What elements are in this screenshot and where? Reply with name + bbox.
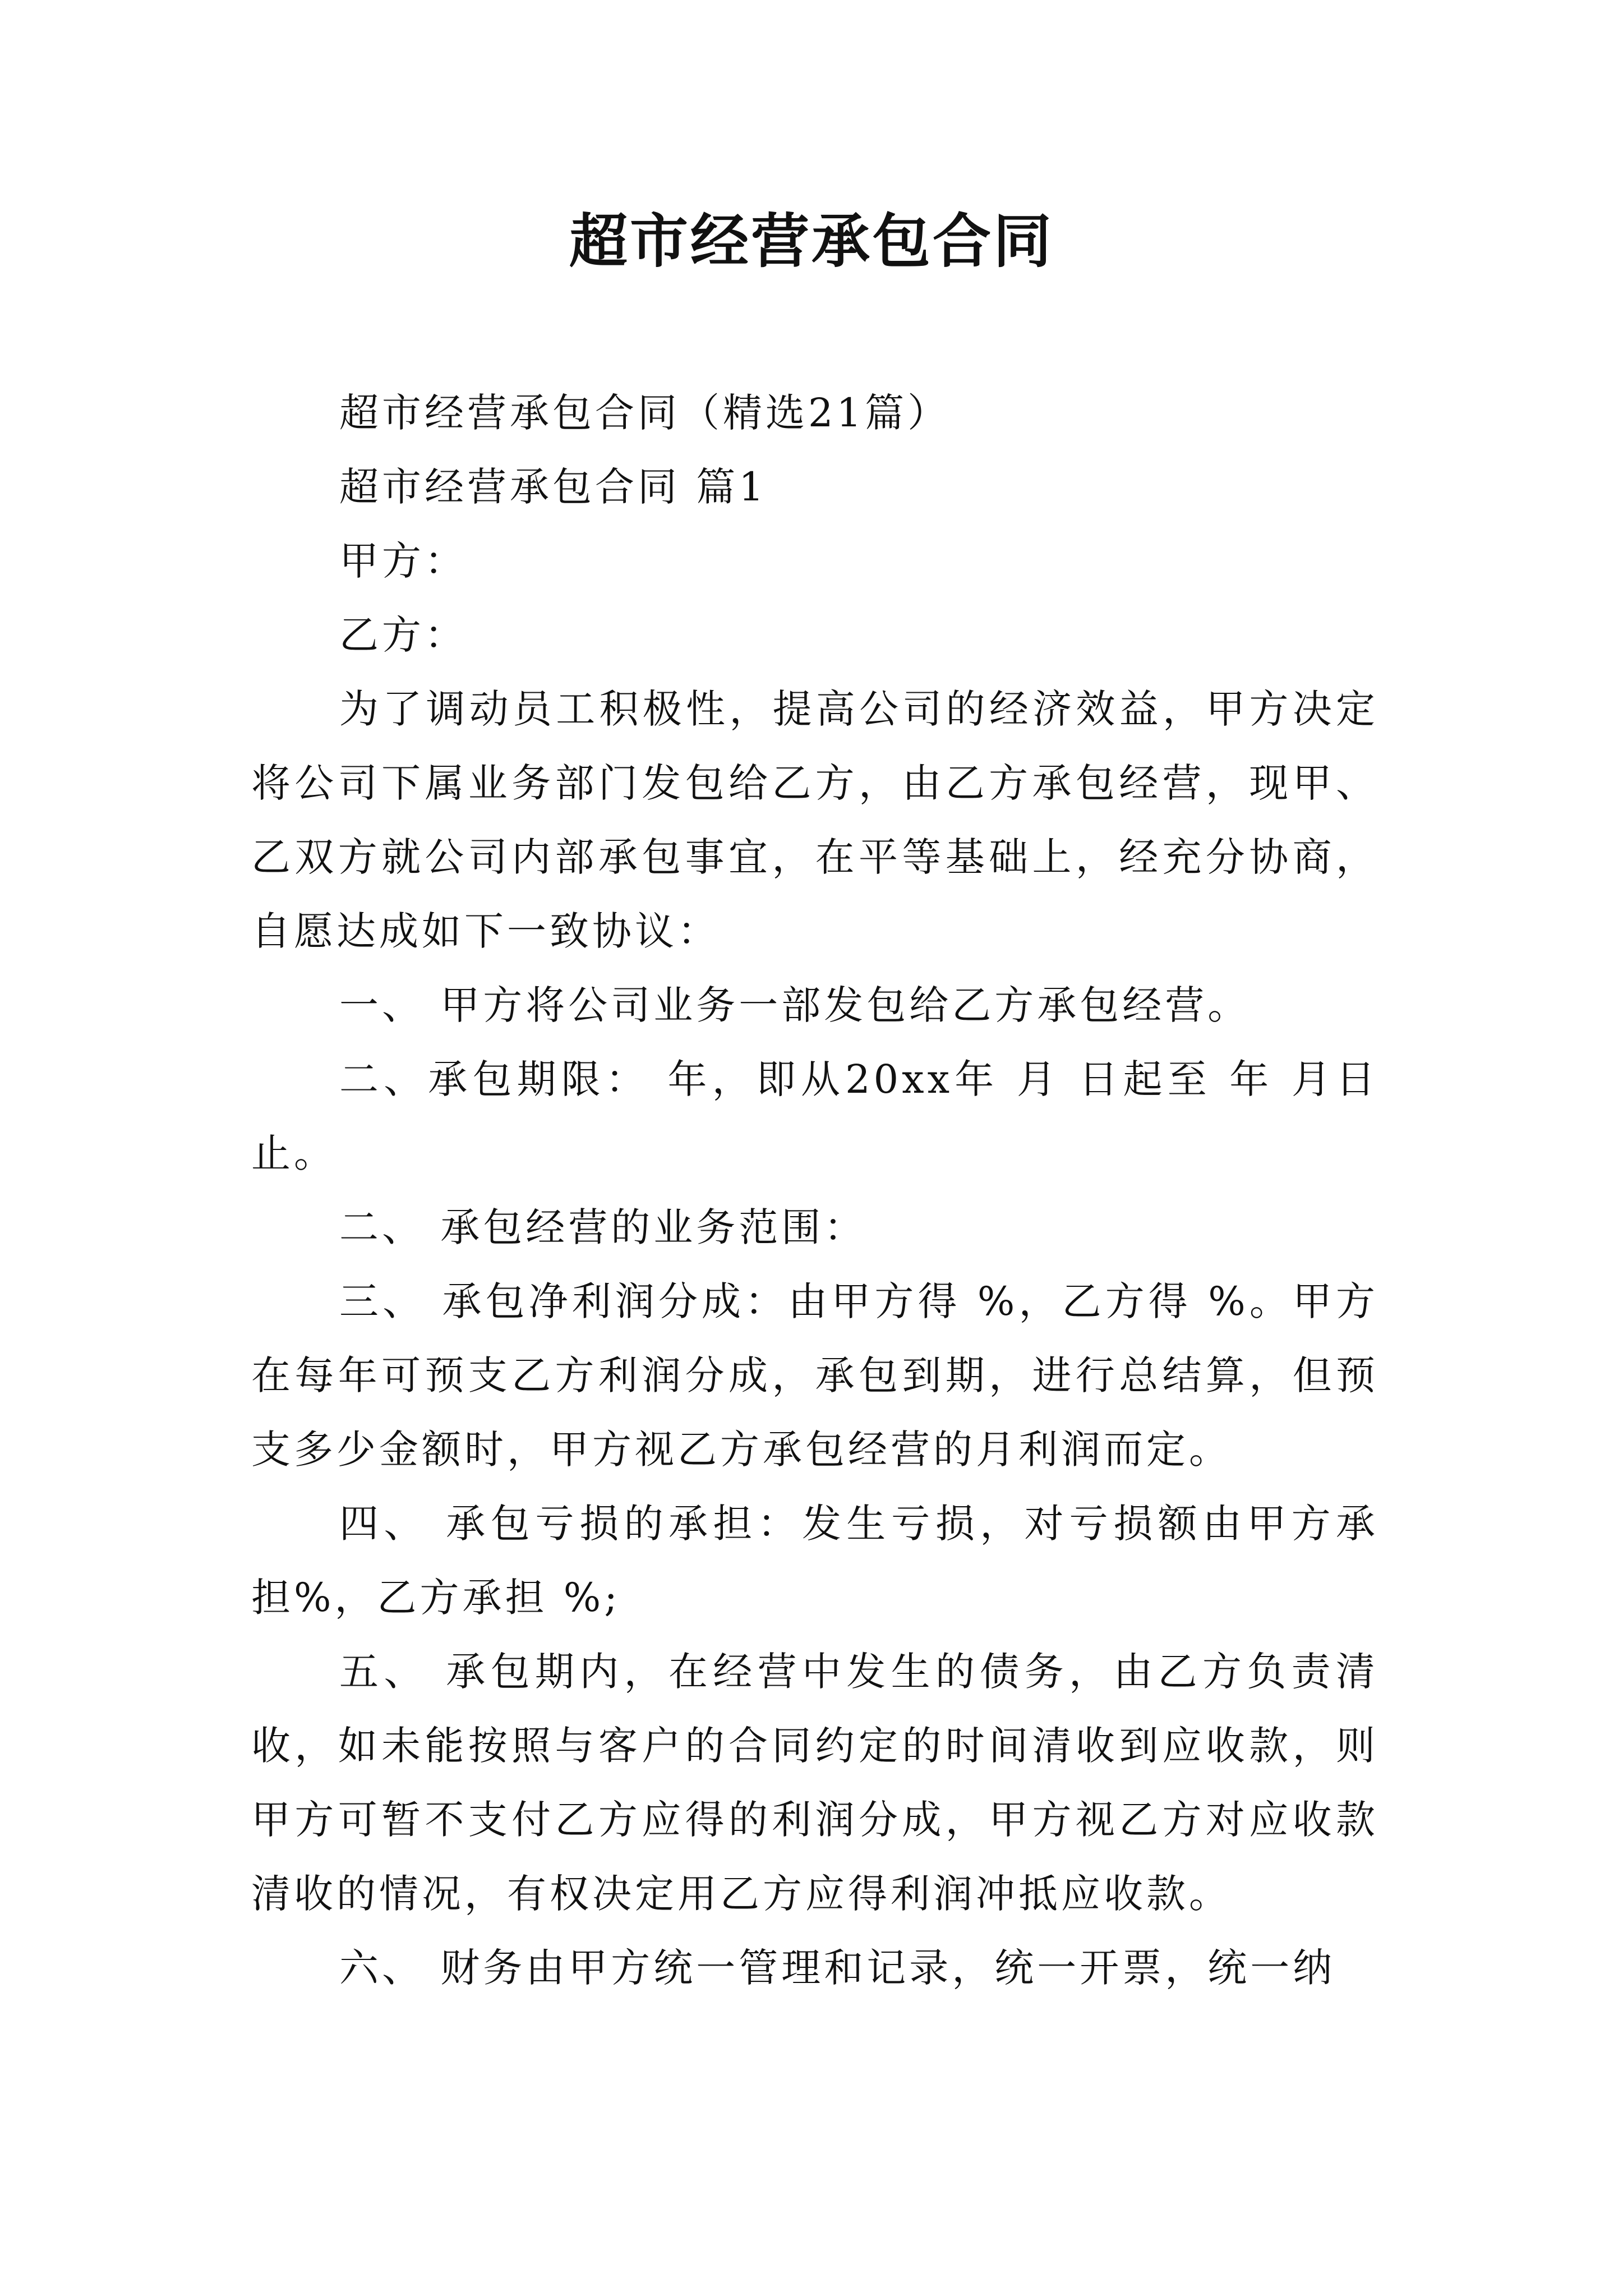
clause-debts: 五、 承包期内，在经营中发生的债务，由乙方负责清收，如未能按照与客户的合同约定的时间清收到应收款，则甲方可暂不支付乙方应得的利润分成，甲方视乙方对应收款清收的情况，有权决定用乙方应得利润冲抵应收款。 (251, 1649, 1378, 1917)
section-heading: 超市经营承包合同 篇1 (339, 464, 767, 510)
clause-loss: 四、 承包亏损的承担：发生亏损，对亏损额由甲方承担%，乙方承担 %; (251, 1501, 1378, 1621)
preamble-paragraph: 为了调动员工积极性，提高公司的经济效益，甲方决定将公司下属业务部门发包给乙方，由乙方承包经营，现甲、乙双方就公司内部承包事宜，在平等基础上，经充分协商，自愿达成如下一致协议： (251, 686, 1378, 954)
party-a-line: 甲方： (339, 538, 467, 584)
clause-term: 二、承包期限： 年，即从20xx年 月 日起至 年 月日止。 (251, 1056, 1378, 1176)
document-body (251, 376, 1378, 2005)
clause-scope: 二、 承包经营的业务范围： (339, 1204, 867, 1250)
clause-1: 一、 甲方将公司业务一部发包给乙方承包经营。 (339, 982, 1251, 1028)
clause-profit: 三、 承包净利润分成：由甲方得 %，乙方得 %。甲方在每年可预支乙方利润分成，承包到期，进行总结算，但预支多少金额时，甲方视乙方承包经营的月利润而定。 (251, 1278, 1378, 1473)
subtitle-paragraph: 超市经营承包合同（精选21篇） (339, 390, 951, 436)
party-b-line: 乙方： (339, 612, 467, 658)
document-title: 超市经营承包合同 (569, 206, 1054, 275)
clause-finance: 六、 财务由甲方统一管理和记录，统一开票，统一纳 (339, 1945, 1336, 1991)
